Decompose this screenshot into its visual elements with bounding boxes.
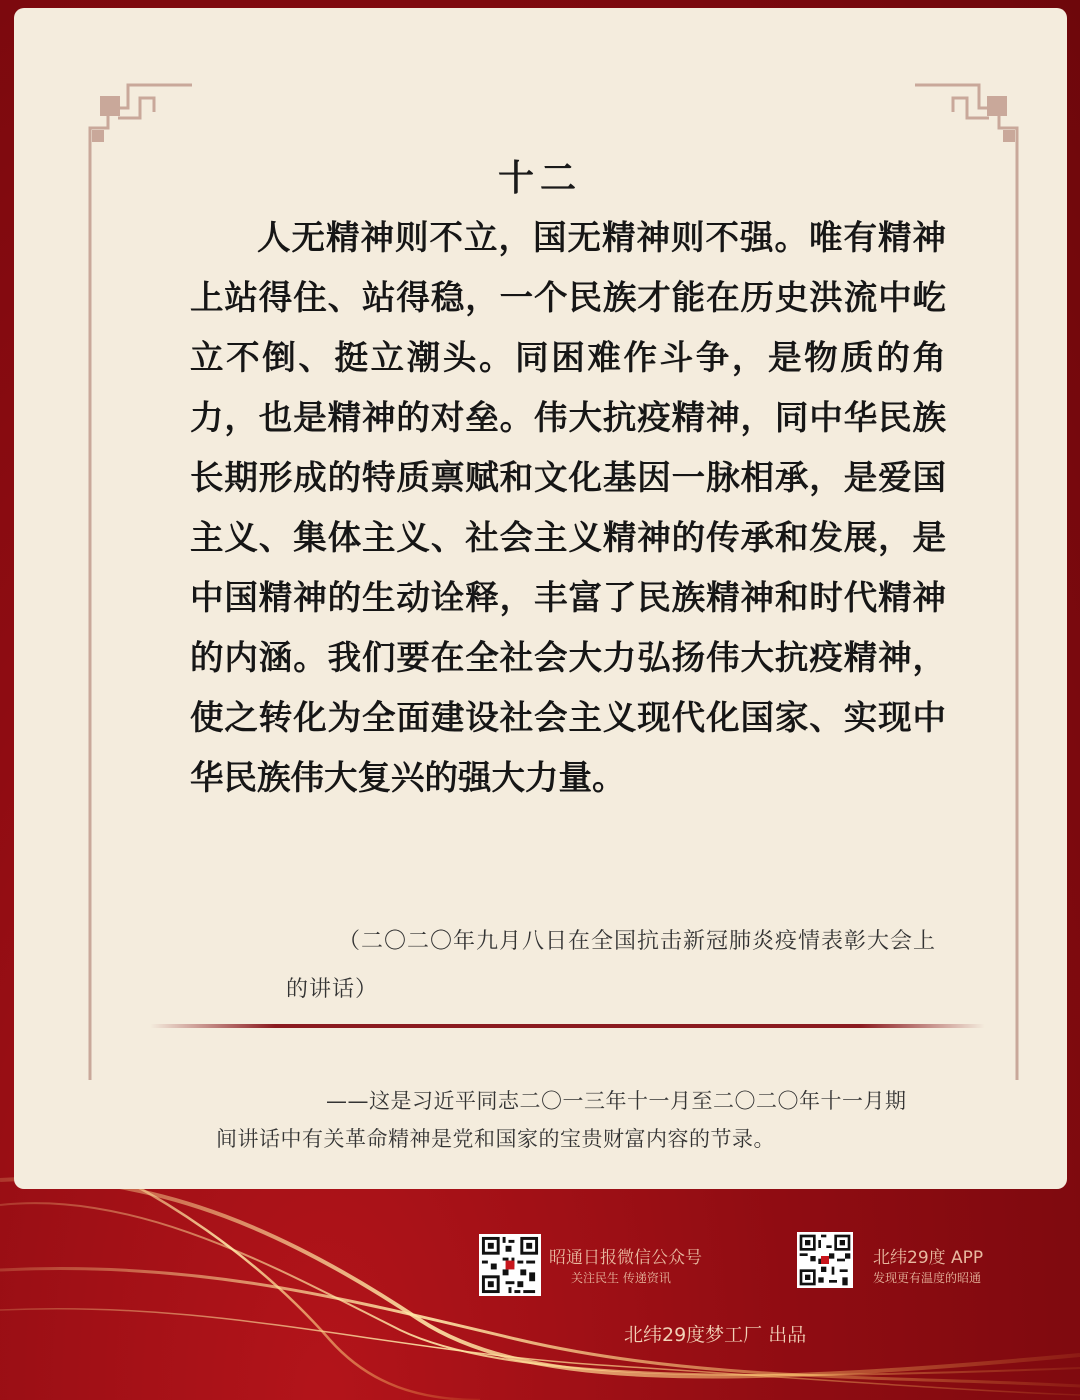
divider-rule <box>150 1024 985 1028</box>
app-qr-code <box>797 1232 853 1288</box>
wechat-subtitle: 关注民生 传递资讯 <box>571 1271 671 1285</box>
producer-credit: 北纬29度梦工厂 出品 <box>624 1324 807 1346</box>
app-subtitle: 发现更有温度的昭通 <box>873 1271 982 1285</box>
wechat-title: 昭通日报微信公众号 <box>549 1248 702 1268</box>
app-title: 北纬29度 APP <box>873 1248 984 1268</box>
source-attribution: （二〇二〇年九月八日在全国抗击新冠肺炎疫情表彰大会上的讲话） <box>286 929 937 1002</box>
compilation-note: ——这是习近平同志二〇一三年十一月至二〇二〇年十一月期间讲话中有关革命精神是党和国家的宝贵财富内容的节录。 <box>216 1089 907 1151</box>
wechat-qr-code <box>479 1234 541 1296</box>
section-heading: 十二 <box>497 158 582 199</box>
speech-excerpt: 人无精神则不立，国无精神则不强。唯有精神上站得住、站得稳，一个民族才能在历史洪流中屹立不倒、挺立潮头。同困难作斗争，是物质的角力，也是精神的对垒。伟大抗疫精神，同中华民族长期形成的特质禀赋和文化基因一脉相承，是爱国主义、集体主义、社会主义精神的传承和发展，是中国精神的生动诠释，丰富了民族精神和时代精神的内涵。我们要在全社会大力弘扬伟大抗疫精神，使之转化为全面建设社会主义现代化国家、实现中华民族伟大复兴的强大力量。 <box>190 218 946 797</box>
